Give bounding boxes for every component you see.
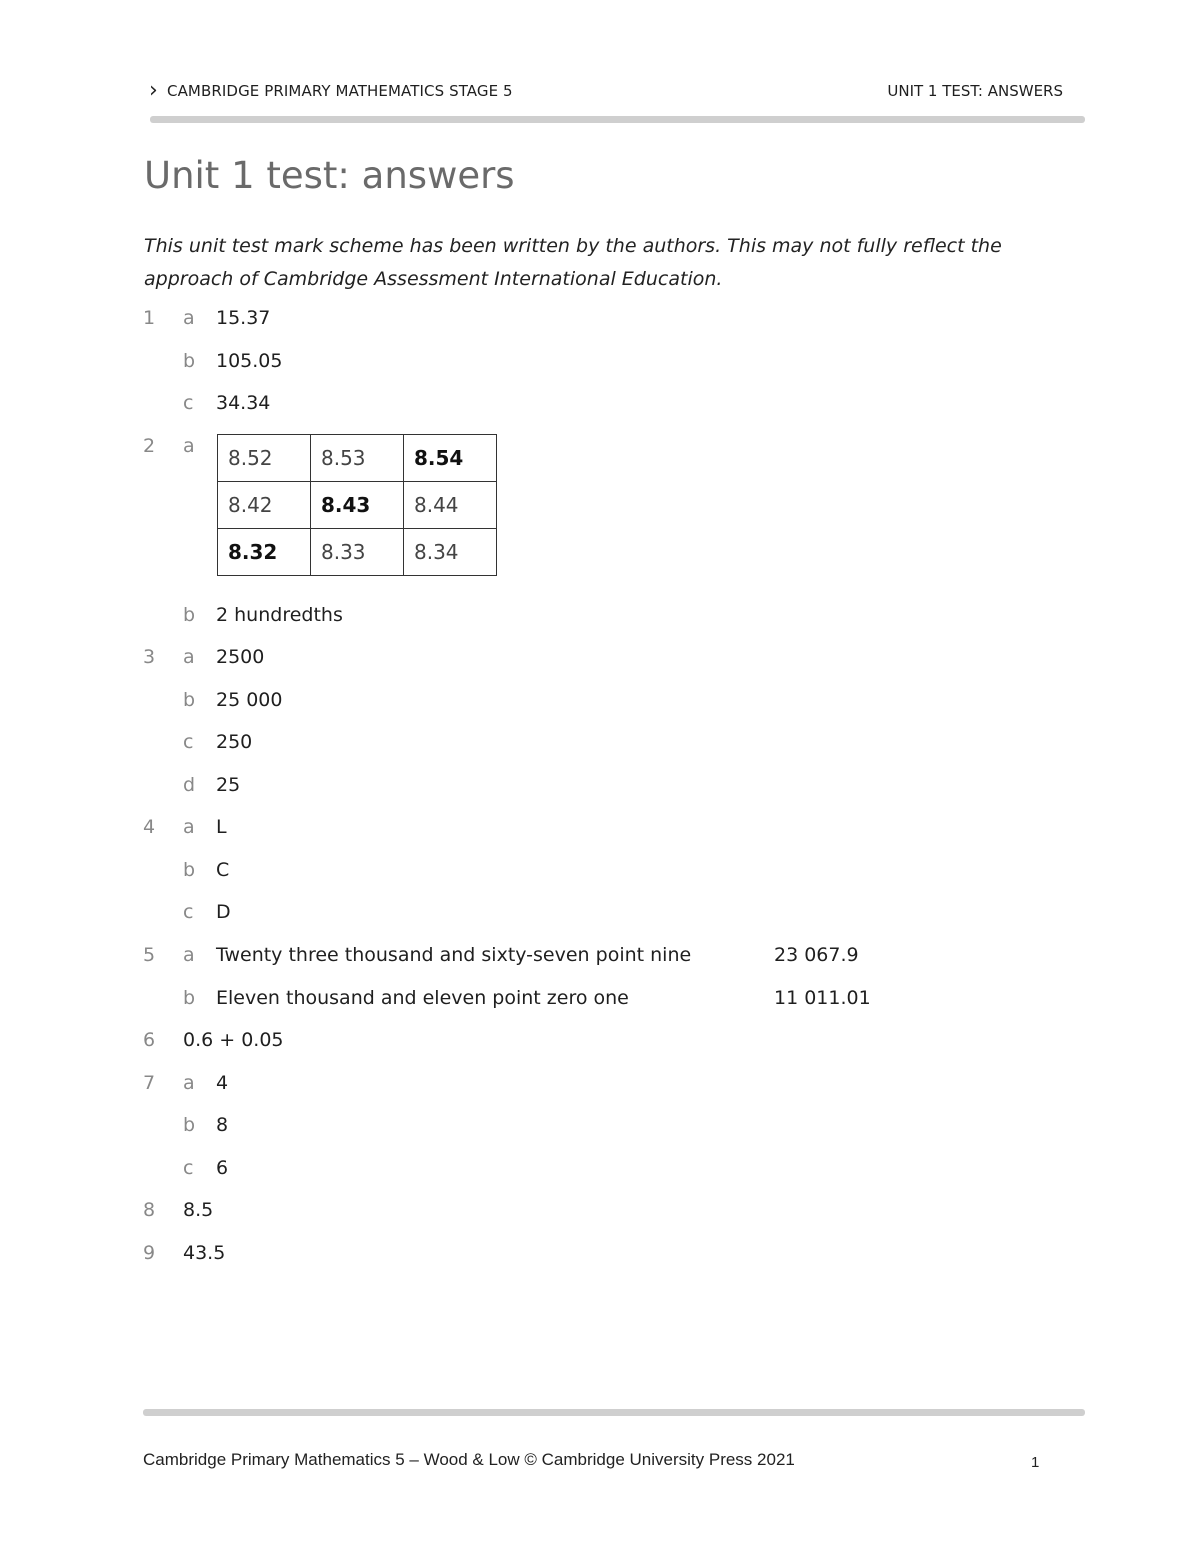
question-number: 6: [143, 1029, 156, 1051]
part-letter: a: [183, 307, 195, 329]
answer-grid: [217, 434, 497, 576]
answer-text: 2500: [216, 646, 265, 668]
page-title: Unit 1 test: answers: [144, 154, 515, 197]
part-letter: d: [183, 774, 196, 796]
question-number: 9: [143, 1242, 156, 1264]
intro-note: This unit test mark scheme has been written by the authors. This may not fully reflect the approach of Cambridge Assessment International Education.: [144, 235, 1002, 290]
question-number: 5: [143, 944, 156, 966]
answer-text: C: [216, 859, 230, 881]
part-letter: a: [183, 1072, 195, 1094]
page-header: [145, 78, 1063, 108]
grid-row: [218, 529, 497, 576]
grid-cell: 8.44: [404, 482, 497, 529]
grid-cell-highlighted: 8.54: [404, 435, 497, 482]
part-letter: b: [183, 689, 196, 711]
grid-row: [218, 482, 497, 529]
grid-cell: 8.53: [311, 435, 404, 482]
part-letter: a: [183, 646, 195, 668]
question-number: 7: [143, 1072, 156, 1094]
grid-cell-highlighted: 8.43: [311, 482, 404, 529]
grid-row: [218, 435, 497, 482]
answer-text: 25: [216, 774, 241, 796]
part-letter: a: [183, 435, 195, 457]
answer-text: 2 hundredths: [216, 604, 343, 626]
grid-cell-highlighted: 8.32: [218, 529, 311, 576]
answer-text: 6: [216, 1157, 229, 1179]
answer-text: 8: [216, 1114, 229, 1136]
question-number: 1: [143, 307, 156, 329]
part-letter: b: [183, 350, 196, 372]
part-letter: c: [183, 901, 194, 923]
answer-text: 0.6 + 0.05: [183, 1029, 284, 1051]
answer-words: Twenty three thousand and sixty-seven point nine: [216, 944, 692, 966]
answer-text: 34.34: [216, 392, 271, 414]
page-number: 1: [1031, 1454, 1040, 1471]
header-divider: [150, 116, 1085, 123]
header-series-title: CAMBRIDGE PRIMARY MATHEMATICS STAGE 5: [167, 82, 513, 100]
answer-digits: 11 011.01: [774, 987, 871, 1009]
answer-text: L: [216, 816, 227, 838]
grid-cell: 8.33: [311, 529, 404, 576]
grid-cell: 8.52: [218, 435, 311, 482]
part-letter: b: [183, 604, 196, 626]
part-letter: b: [183, 859, 196, 881]
grid-cell: 8.42: [218, 482, 311, 529]
part-letter: c: [183, 1157, 194, 1179]
question-number: 4: [143, 816, 156, 838]
part-letter: a: [183, 816, 195, 838]
footer-divider: [143, 1409, 1085, 1416]
answer-text: D: [216, 901, 231, 923]
answer-words: Eleven thousand and eleven point zero one: [216, 987, 629, 1009]
question-number: 3: [143, 646, 156, 668]
answer-text: 15.37: [216, 307, 271, 329]
part-letter: b: [183, 987, 196, 1009]
answer-text: 43.5: [183, 1242, 226, 1264]
chevron-right-icon: ›: [149, 78, 158, 103]
part-letter: c: [183, 731, 194, 753]
answer-text: 250: [216, 731, 253, 753]
answer-text: 4: [216, 1072, 229, 1094]
answer-text: 8.5: [183, 1199, 214, 1221]
part-letter: c: [183, 392, 194, 414]
grid-cell: 8.34: [404, 529, 497, 576]
question-number: 8: [143, 1199, 156, 1221]
question-number: 2: [143, 435, 156, 457]
answer-text: 25 000: [216, 689, 283, 711]
header-section-title: UNIT 1 TEST: ANSWERS: [887, 82, 1063, 100]
answer-digits: 23 067.9: [774, 944, 859, 966]
part-letter: a: [183, 944, 195, 966]
answer-text: 105.05: [216, 350, 283, 372]
footer-copyright: Cambridge Primary Mathematics 5 – Wood & Low © Cambridge University Press 2021: [143, 1450, 795, 1469]
part-letter: b: [183, 1114, 196, 1136]
